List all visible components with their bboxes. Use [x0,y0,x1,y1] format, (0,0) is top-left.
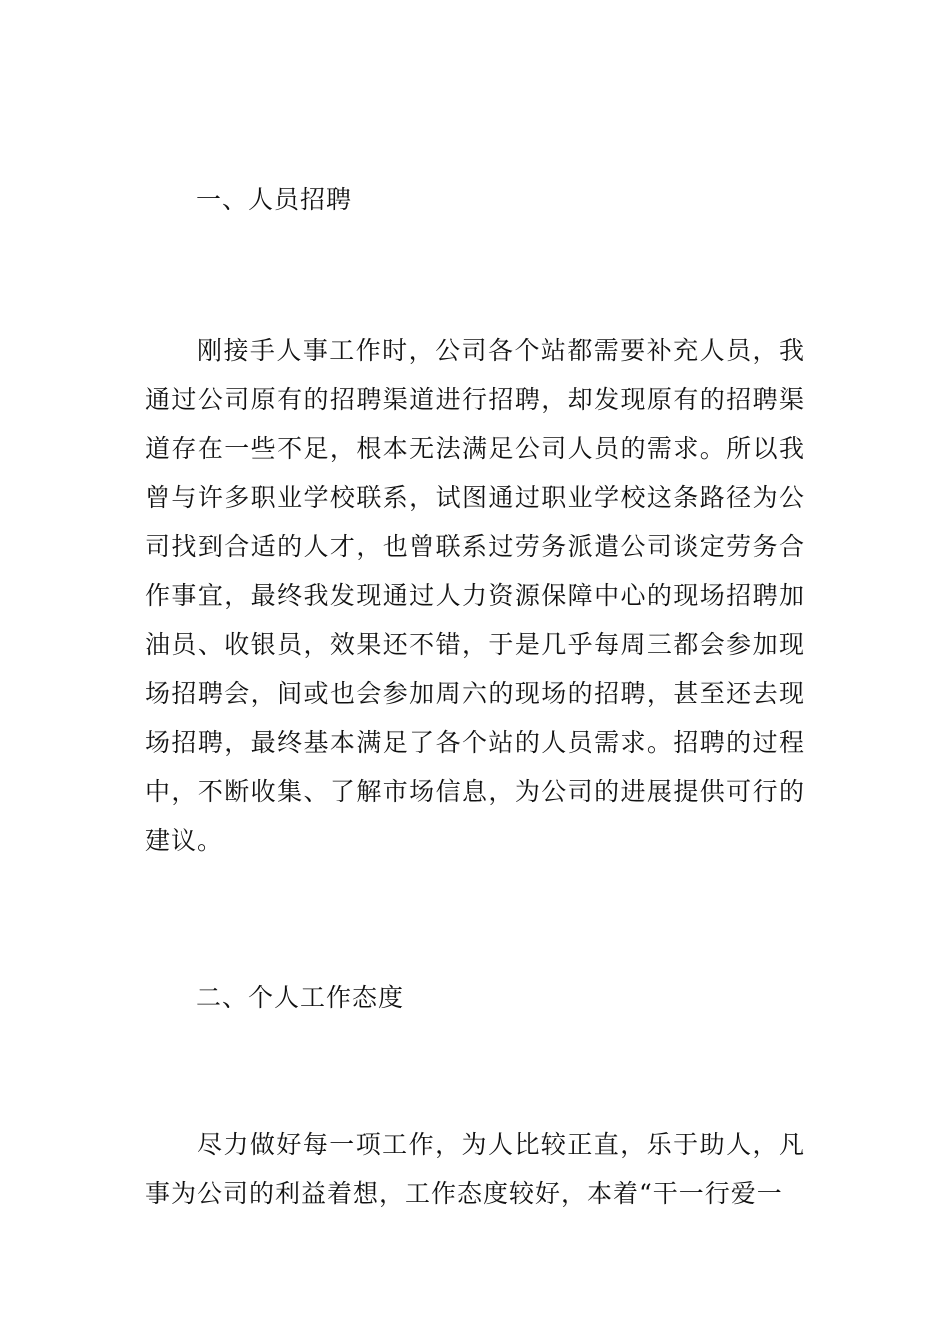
paragraph-work-attitude: 尽力做好每一项工作，为人比较正直，乐于助人，凡事为公司的利益着想，工作态度较好，本着“干一行爱一 [145,1130,805,1208]
paragraph-recruitment: 刚接手人事工作时，公司各个站都需要补充人员，我通过公司原有的招聘渠道进行招聘，却发现原有的招聘渠道存在一些不足，根本无法满足公司人员的需求。所以我曾与许多职业学校联系，试图通过职业学校这条路径为公司找到合适的人才，也曾联系过劳务派遣公司谈定劳务合作事宜，最终我发现通过人力资源保障中心的现场招聘加油员、收银员，效果还不错，于是几乎每周三都会参加现场招聘会，间或也会参加周六的现场的招聘，甚至还去现场招聘，最终基本满足了各个站的人员需求。招聘的过程中，不断收集、了解市场信息，为公司的进展提供可行的建议。 [145,336,805,855]
section-heading-recruitment: 一、人员招聘 [196,185,353,214]
section-heading-work-attitude: 二、个人工作态度 [196,983,405,1012]
